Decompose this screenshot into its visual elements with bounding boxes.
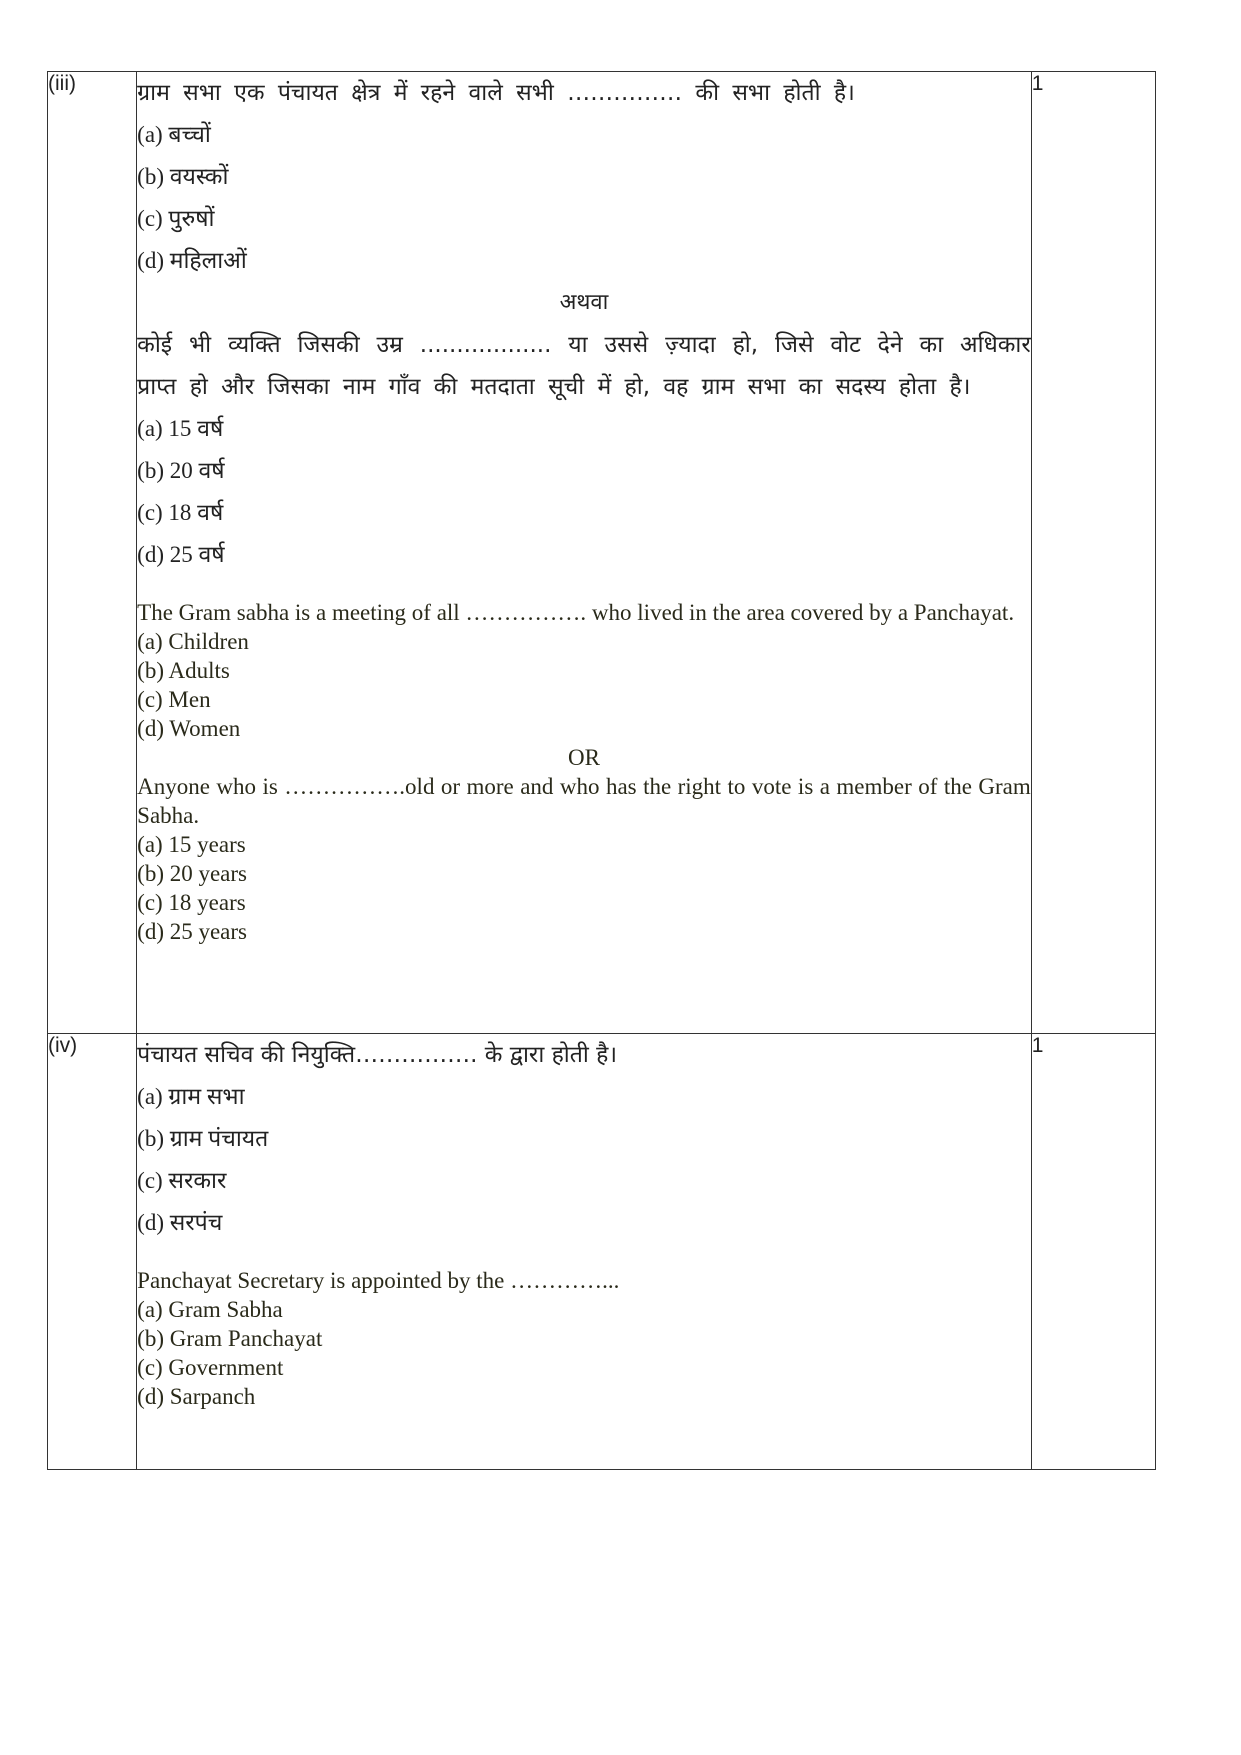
- hindi-alt-option-d: (d) 25 वर्ष: [137, 542, 225, 567]
- hindi-alt-option-c: (c) 18 वर्ष: [137, 500, 224, 525]
- question-body: [137, 72, 1032, 1034]
- question-row-iv: [48, 1034, 1156, 1470]
- hindi-alt-option-a: (a) 15 वर्ष: [137, 416, 224, 441]
- hindi-option-c: (c) पुरुषों: [137, 206, 215, 231]
- english-alt-option-c: (c) 18 years: [137, 890, 246, 915]
- english-option-a: (a) Gram Sabha: [137, 1297, 283, 1322]
- english-alt-option-b: (b) 20 years: [137, 861, 248, 886]
- hindi-option-c: (c) सरकार: [137, 1168, 227, 1193]
- english-option-d: (d) Women: [137, 716, 241, 741]
- english-section: [137, 598, 1031, 946]
- question-body: [137, 1034, 1032, 1470]
- english-option-b: (b) Gram Panchayat: [137, 1326, 323, 1351]
- hindi-option-a: (a) ग्राम सभा: [137, 1084, 245, 1109]
- english-option-c: (c) Men: [137, 687, 211, 712]
- question-number: (iii): [48, 72, 137, 1034]
- english-question-stem: The Gram sabha is a meeting of all ……………. who lived in the area covered by a Panchayat.: [137, 600, 1015, 625]
- english-or-label: OR: [567, 745, 600, 770]
- question-table: [47, 71, 1156, 1470]
- question-number: (iv): [48, 1034, 137, 1470]
- hindi-question-stem: पंचायत सचिव की नियुक्ति……………. के द्वारा होती है।: [137, 1042, 618, 1068]
- english-alt-option-a: (a) 15 years: [137, 832, 246, 857]
- hindi-option-a: (a) बच्चों: [137, 122, 211, 147]
- english-option-a: (a) Children: [137, 629, 249, 654]
- hindi-alternate-stem: कोई भी व्यक्ति जिसकी उम्र .................. या उससे ज़्यादा हो, जिसे वोट देने का अधिकार प्राप्त हो और जिसका नाम गाँव की मतदाता सूची में हो, वह ग्राम सभा का सदस्य होता है।: [137, 332, 1031, 400]
- hindi-or-label: अथवा: [559, 290, 609, 315]
- hindi-option-d: (d) सरपंच: [137, 1210, 223, 1235]
- question-marks: 1: [1031, 72, 1155, 1034]
- english-option-d: (d) Sarpanch: [137, 1384, 256, 1409]
- question-marks: 1: [1031, 1034, 1155, 1470]
- english-section: [137, 1266, 1031, 1411]
- hindi-alt-option-b: (b) 20 वर्ष: [137, 458, 225, 483]
- english-alternate-stem: Anyone who is …………….old or more and who has the right to vote is a member of the Gram Sabha.: [137, 774, 1031, 828]
- hindi-option-d: (d) महिलाओं: [137, 248, 247, 273]
- hindi-option-b: (b) वयस्कों: [137, 164, 229, 189]
- question-row-iii: [48, 72, 1156, 1034]
- english-option-b: (b) Adults: [137, 658, 230, 683]
- english-alt-option-d: (d) 25 years: [137, 919, 248, 944]
- hindi-question-stem: ग्राम सभा एक पंचायत क्षेत्र में रहने वाले सभी …………… की सभा होती है।: [137, 80, 855, 106]
- english-option-c: (c) Government: [137, 1355, 284, 1380]
- hindi-option-b: (b) ग्राम पंचायत: [137, 1126, 269, 1151]
- english-question-stem: Panchayat Secretary is appointed by the …………...: [137, 1268, 620, 1293]
